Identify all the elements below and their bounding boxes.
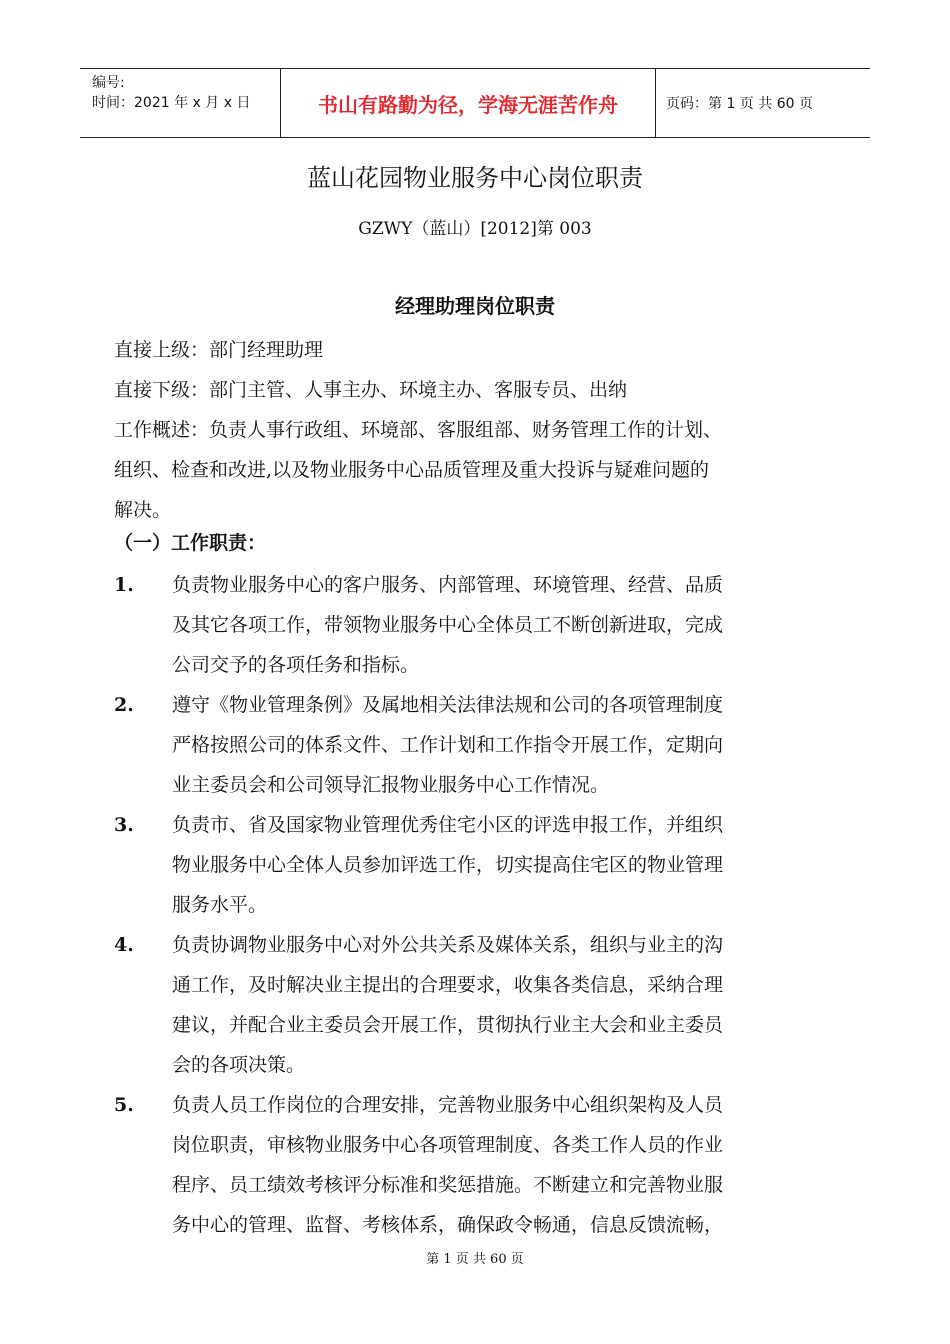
item-text: [172, 685, 832, 805]
list-item: [114, 805, 834, 925]
item-line: 公司交予的各项任务和指标。: [172, 654, 420, 676]
header-motto: 书山有路勤为径，学海无涯苦作舟: [281, 69, 656, 137]
item-text: [172, 1085, 832, 1245]
item-line: 负责人员工作岗位的合理安排，完善物业服务中心组织架构及人员: [172, 1094, 724, 1116]
item-text: [172, 565, 832, 685]
document-intro: [114, 330, 834, 530]
number-label: 编号:: [92, 75, 125, 91]
item-line: 通工作，及时解决业主提出的合理要求，收集各类信息，采纳合理: [172, 974, 724, 996]
item-number: 2.: [114, 694, 134, 716]
item-line: 负责市、省及国家物业管理优秀住宅小区的评选申报工作，并组织: [172, 814, 724, 836]
overview-line: 组织、检查和改进,以及物业服务中心品质管理及重大投诉与疑难问题的: [114, 459, 710, 481]
list-item: [114, 685, 834, 805]
item-line: 及其它各项工作，带领物业服务中心全体员工不断创新进取，完成: [172, 614, 724, 636]
header-page-info: 页码：第 1 页 共 60 页: [666, 96, 813, 112]
item-line: 岗位职责，审核物业服务中心各项管理制度、各类工作人员的作业: [172, 1134, 724, 1156]
document-number: GZWY（蓝山）[2012]第 003: [358, 219, 592, 239]
item-line: 遵守《物业管理条例》及属地相关法律法规和公司的各项管理制度: [172, 694, 724, 716]
item-line: 负责物业服务中心的客户服务、内部管理、环境管理、经营、品质: [172, 574, 724, 596]
item-line: 物业服务中心全体人员参加评选工作，切实提高住宅区的物业管理: [172, 854, 724, 876]
item-number: 4.: [114, 934, 134, 956]
item-line: 负责协调物业服务中心对外公共关系及媒体关系，组织与业主的沟: [172, 934, 724, 956]
direct-superior: 直接上级：部门经理助理: [114, 339, 324, 361]
item-text: [172, 925, 832, 1085]
direct-subordinates: 直接下级：部门主管、人事主办、环境主办、客服专员、出纳: [114, 379, 628, 401]
item-line: 程序、员工绩效考核评分标准和奖惩措施。不断建立和完善物业服: [172, 1174, 724, 1196]
item-number: 3.: [114, 814, 134, 836]
document-subtitle: 经理助理岗位职责: [395, 294, 555, 318]
list-item: [114, 565, 834, 685]
item-line: 会的各项决策。: [172, 1054, 306, 1076]
item-line: 建议，并配合业主委员会开展工作，贯彻执行业主大会和业主委员: [172, 1014, 724, 1036]
duty-list: [114, 565, 834, 1245]
item-number: 5.: [114, 1094, 134, 1116]
list-item: [114, 925, 834, 1085]
item-line: 业主委员会和公司领导汇报物业服务中心工作情况。: [172, 774, 610, 796]
item-line: 务中心的管理、监督、考核体系，确保政令畅通，信息反馈流畅，: [172, 1214, 724, 1236]
time-label: 时间：2021 年 x 月 x 日: [92, 95, 251, 111]
overview-line: 解决。: [114, 499, 172, 521]
header-meta: [80, 69, 281, 137]
section-title: （一）工作职责：: [114, 532, 267, 554]
item-line: 服务水平。: [172, 894, 268, 916]
item-text: [172, 805, 832, 925]
page-footer: 第 1 页 共 60 页: [426, 1252, 524, 1267]
header-table: [80, 68, 870, 138]
item-line: 严格按照公司的体系文件、工作计划和工作指令开展工作，定期向: [172, 734, 724, 756]
list-item: [114, 1085, 834, 1245]
overview-line: 工作概述：负责人事行政组、环境部、客服组部、财务管理工作的计划、: [114, 419, 723, 441]
item-number: 1.: [114, 574, 134, 596]
document-title: 蓝山花园物业服务中心岗位职责: [307, 164, 643, 192]
